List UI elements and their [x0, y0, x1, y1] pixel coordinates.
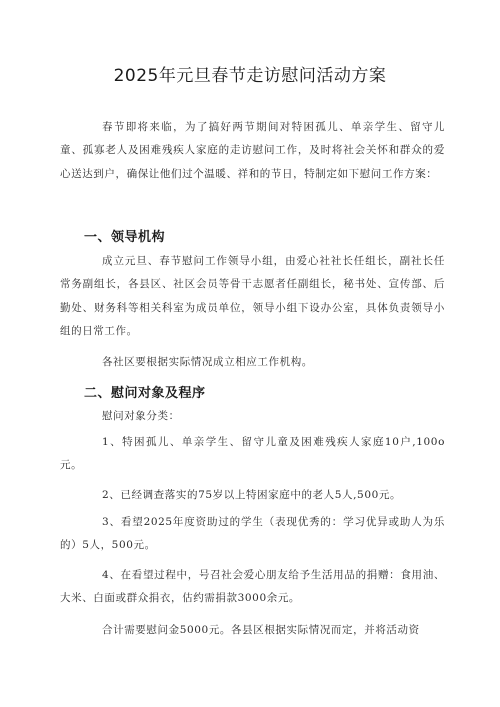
- targets-intro: 慰问对象分类：: [102, 410, 180, 422]
- section-heading-targets: 二、慰问对象及程序: [84, 386, 206, 401]
- community-paragraph: 各社区要根据实际情况成立相应工作机构。: [102, 356, 313, 368]
- section-heading-leadership: 一、领导机构: [84, 230, 166, 245]
- intro-paragraph: 春节即将来临，为了搞好两节期间对特困孤儿、单亲学生、留守儿童、孤寡老人及困难残疾人家庭的走访慰问工作，及时将社会关怀和群众的爱心送达到户，确保让他们过个温暖、祥和的节日，特制定如下慰问工作方案：: [60, 121, 445, 180]
- list-item: 1、特困孤儿、单亲学生、留守儿童及困难残疾人家庭10户,100o元。: [60, 436, 445, 472]
- list-item: 合计需要慰问金5000元。各县区根据实际情况而定，并将活动资: [102, 624, 420, 636]
- list-item: 2、已经调查落实的75岁以上特困家庭中的老人5人,500元。: [102, 489, 402, 501]
- document-title: 2025年元旦春节走访慰问活动方案: [113, 66, 387, 86]
- list-item: 3、看望2025年度资助过的学生（表现优秀的：学习优异或助人为乐的）5人，500元。: [60, 516, 445, 552]
- list-item: 4、在看望过程中，号召社会爱心朋友给予生活用品的捐赠：食用油、大米、白面或群众捐衣，估约需捐款3000余元。: [60, 569, 445, 605]
- leadership-paragraph: 成立元旦、春节慰问工作领导小组，由爱心社社长任组长，副社长任常务副组长，各县区、社区会员等骨干志愿者任副组长，秘书处、宣传部、后勤处、财务科等相关科室为成员单位，领导小组下设办公室，具体负责领导小组的日常工作。: [60, 255, 445, 337]
